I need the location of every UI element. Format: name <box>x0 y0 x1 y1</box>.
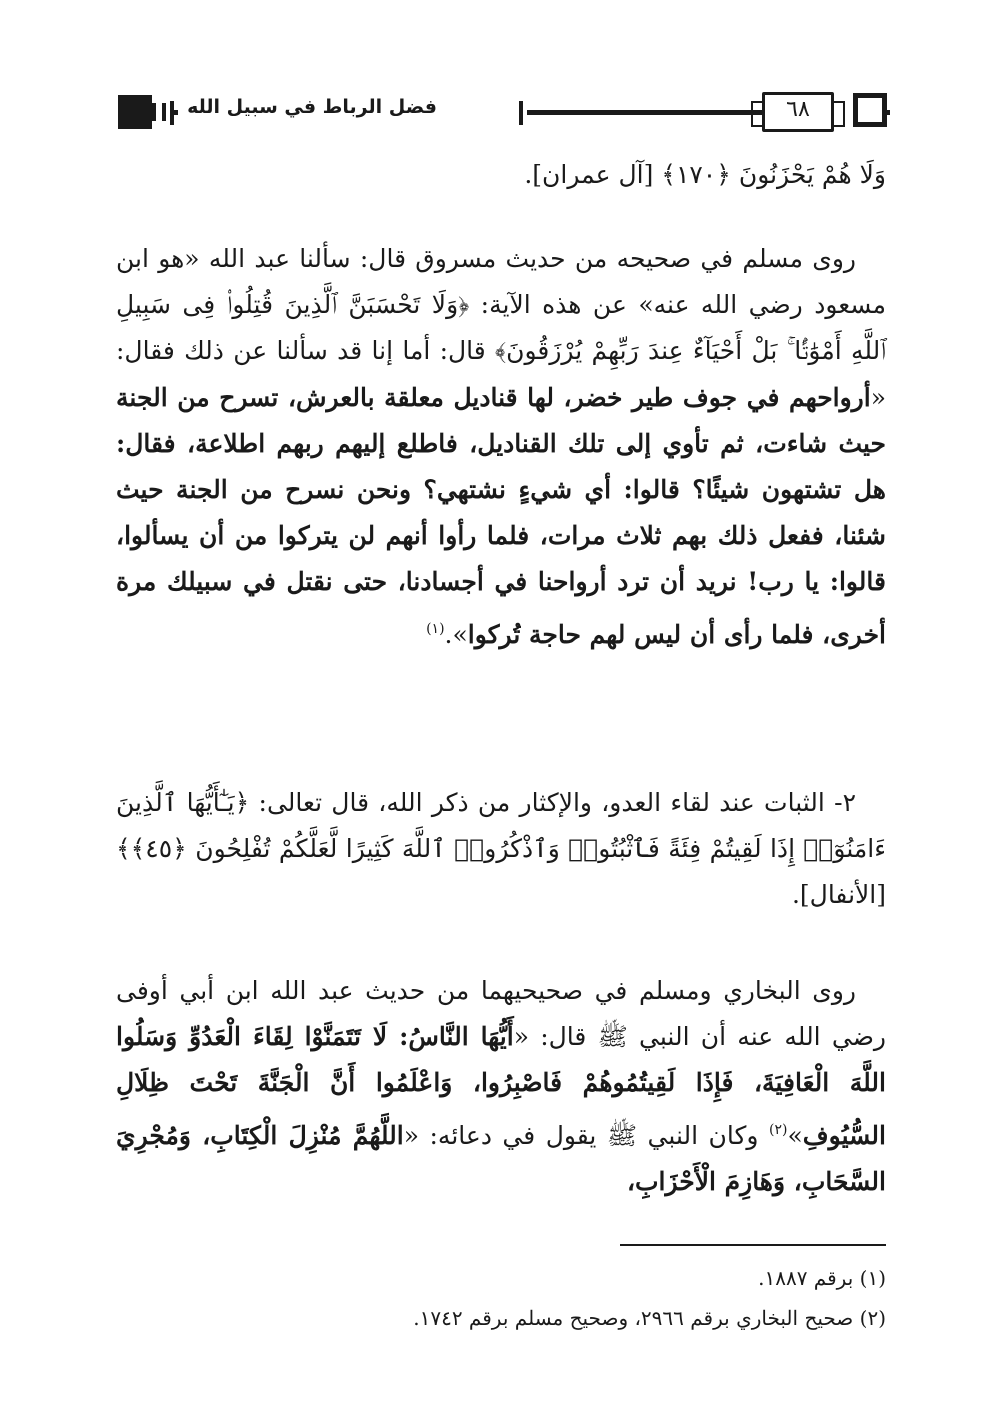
verse-text: وَلَا هُمْ يَحْزَنُونَ ﴿١٧٠﴾ [آل عمران]. <box>524 160 886 189</box>
paragraph-hadith-bukhari <box>116 968 886 1205</box>
header-ornament-square-left <box>118 95 152 129</box>
header-book-title: فضل الرباط في سبيل الله <box>178 96 446 118</box>
quote-close: » <box>787 1120 803 1150</box>
dua-text: اللَّهُمَّ مُنْزِلَ الْكِتَابِ، وَمُجْرِيَ السَّحَابِ، وَهَازِمَ الْأَحْزَابِ، <box>116 1120 886 1196</box>
paragraph-point-2 <box>116 780 886 919</box>
header-ornament-square-right <box>853 93 887 127</box>
point-heading: ٢- الثبات عند لقاء العدو، والإكثار من ذكر الله، قال تعالى: <box>249 788 856 817</box>
header-tick <box>519 101 523 125</box>
verse-continuation <box>116 152 886 198</box>
footnote-1: (١) برقم ١٨٨٧. <box>758 1266 886 1290</box>
paragraph-hadith-muslim <box>116 236 886 658</box>
narration-intro: روى مسلم في صحيحه من حديث مسروق قال: سألنا عبد الله «هو ابن مسعود رضي الله عنه» عن هذه الآية: ﴿وَلَا تَحْسَبَنَّ ٱلَّذِينَ قُتِلُوا۟ فِى سَبِيلِ ٱللَّهِ أَمْوَٰتًۢا ۚ بَلْ أَحْيَآءٌ عِندَ رَبِّهِمْ يُرْزَقُونَ﴾ قال: أما إنا قد سألنا عن ذلك فقال: « <box>116 244 886 412</box>
quote-close: ». <box>444 619 468 649</box>
narration-intro: روى البخاري ومسلم في صحيحيهما من حديث عبد الله ابن أبي أوفى رضي الله عنه أن النبي ﷺ قال: « <box>116 976 886 1052</box>
footnote-ref[interactable]: (١) <box>426 620 445 637</box>
hadith-text: أرواحهم في جوف طير خضر، لها قناديل معلقة بالعرش، تسرح من الجنة حيث شاءت، ثم تأوي إلى تلك القناديل، فاطلع إليهم ربهم اطلاعة، فقال: هل تشتهون شيئًا؟ قالوا: أي شيءٍ نشتهي؟ ونحن نسرح من الجنة حيث شئنا، ففعل ذلك بهم ثلاث مرات، فلما رأوا أنهم لن يتركوا من أن يسألوا، قالوا: يا رب! نريد أن ترد أرواحنا في أجسادنا، حتى نقتل في سبيلك مرة أخرى، فلما رأى أن ليس لهم حاجة تُركوا <box>116 382 886 649</box>
footnote-ref[interactable]: (٢) <box>768 1121 788 1138</box>
verse-anfal: ﴿يَـٰٓأَيُّهَا ٱلَّذِينَ ءَامَنُوٓا۟ إِذَا لَقِيتُمْ فِئَةً فَٱثْبُتُوا۟ وَٱذْكُرُوا۟ ٱللَّهَ كَثِيرًا لَّعَلَّكُمْ تُفْلِحُونَ ﴿٤٥﴾﴾ [الأنفال]. <box>116 788 886 910</box>
footnote-2: (٢) صحيح البخاري برقم ٢٩٦٦، وصحيح مسلم برقم ١٧٤٢. <box>413 1306 886 1330</box>
page-number-frame <box>762 92 834 132</box>
hadith-text: أَيُّهَا النَّاسُ: لَا تَتَمَنَّوْا لِقَاءَ الْعَدُوِّ وَسَلُوا اللَّهَ الْعَافِيَةَ، فَإِذَا لَقِيتُمُوهُمْ فَاصْبِرُوا، وَاعْلَمُوا أَنَّ الْجَنَّةَ تَحْتَ ظِلَالِ السُّيُوفِ <box>116 1022 886 1150</box>
header-tick <box>170 101 174 125</box>
narration-continue: وكان النبي ﷺ يقول في دعائه: « <box>403 1120 769 1150</box>
header-ornament-bar <box>152 103 166 121</box>
running-header <box>118 86 886 140</box>
footnote-separator <box>620 1244 886 1246</box>
footnotes <box>116 1258 886 1338</box>
page-number: ٦٨ <box>786 97 810 122</box>
